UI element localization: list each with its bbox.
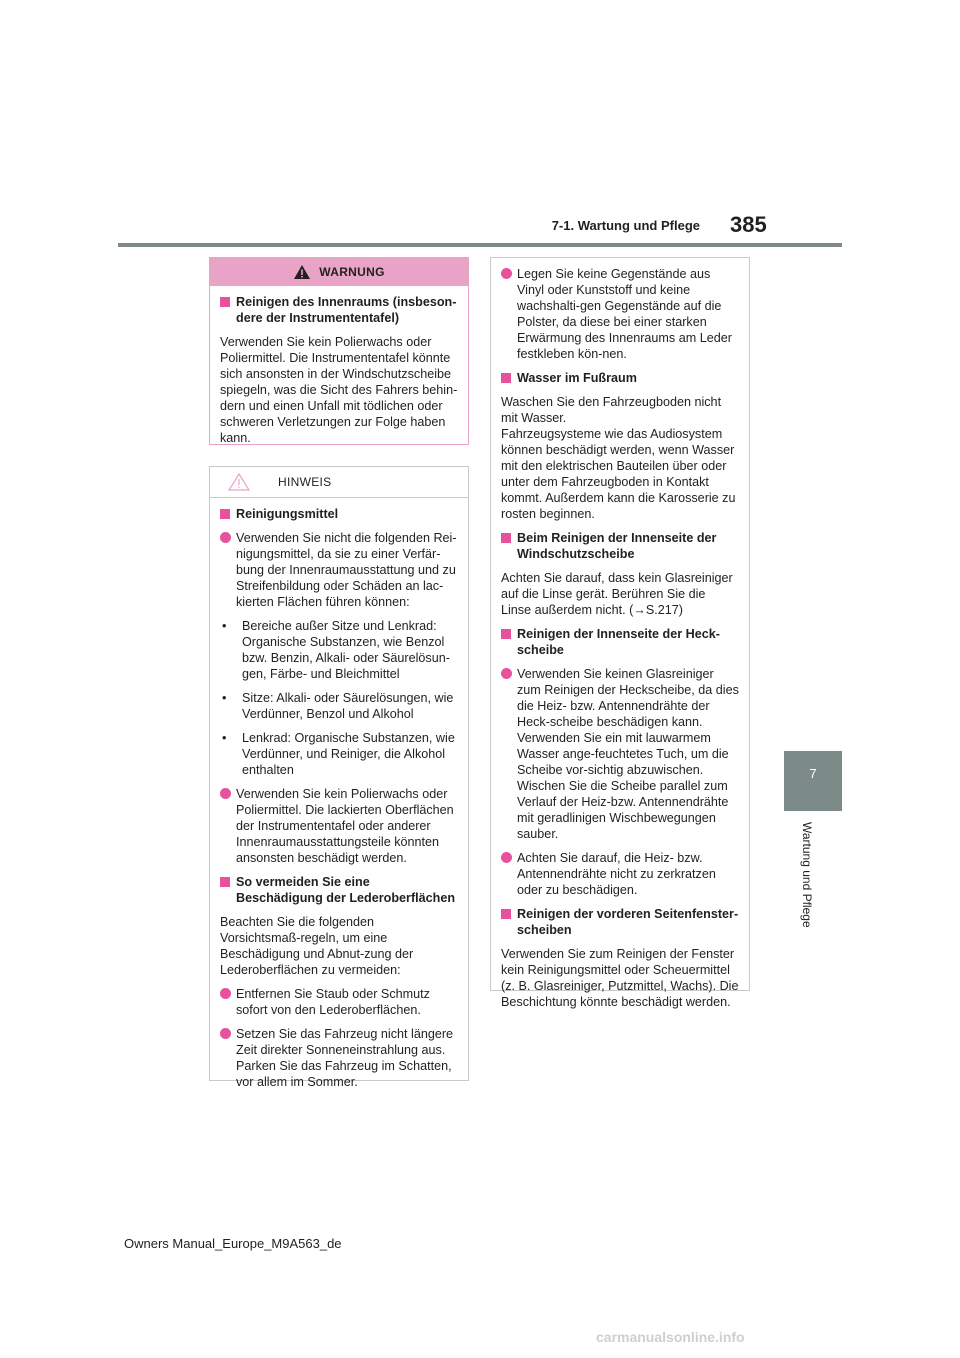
warning-text: Verwenden Sie kein Polierwachs oder Poliermittel. Die Instrumententafel könnte sich ansonsten in der Windschutzscheibe spiegeln, was die Sicht des Fahrers behin-dern und einen Unfall mit tödlichen oder schweren Verletzungen zur Folge haben kann.	[220, 335, 458, 445]
right-heading-3: Reinigen der Innenseite der Heck-scheibe	[501, 626, 739, 658]
notice-heading-1: Reinigungsmittel	[220, 506, 458, 522]
right-heading-1: Wasser im Fußraum	[501, 370, 739, 386]
warning-triangle-icon	[293, 264, 311, 280]
notice-header	[210, 467, 468, 498]
right-text-1b: Fahrzeugsysteme wie das Audiosystem können beschädigt werden, wenn Wasser mit den elektrischen Bauteilen über oder unter dem Fahrzeugboden in Kontakt kommt. Außerdem kann die Karosserie zu rosten beginnen.	[501, 427, 736, 521]
section-title: 7-1. Wartung und Pflege	[551, 218, 700, 233]
warning-box	[209, 257, 469, 445]
header-rule	[118, 243, 842, 247]
notice-title: HINWEIS	[278, 475, 332, 489]
notice-bullet-1: Verwenden Sie nicht die folgenden Rei-nigungsmittel, da sie zu einer Verfär-bung der Innenraumausstattung und zu Streifenbildung oder Schäden an lac-kierten Flächen führen können:	[220, 530, 458, 610]
notice-bullet-3: Entfernen Sie Staub oder Schmutz sofort von den Lederoberflächen.	[220, 986, 458, 1018]
notice-dot-item: • Sitze: Alkali- oder Säurelösungen, wie Verdünner, Benzol und Alkohol	[220, 690, 458, 722]
notice-triangle-icon	[228, 473, 250, 491]
watermark[interactable]: carmanualsonline.info	[596, 1329, 745, 1345]
warning-title: WARNUNG	[319, 265, 385, 279]
warning-heading: Reinigen des Innenraums (insbeson-dere der Instrumententafel)	[220, 294, 458, 326]
right-bullet-3: Achten Sie darauf, die Heiz- bzw. Antennendrähte nicht zu zerkratzen oder zu beschädigen.	[501, 850, 739, 898]
chapter-tab: 7	[784, 751, 842, 811]
page-number: 385	[730, 212, 767, 237]
notice-dot-item: • Lenkrad: Organische Substanzen, wie Verdünner, und Reiniger, die Alkohol enthalten	[220, 730, 458, 778]
right-text-1a: Waschen Sie den Fahrzeugboden nicht mit Wasser.	[501, 395, 722, 425]
notice-box	[209, 466, 469, 1089]
notice-heading-2: So vermeiden Sie eine Beschädigung der Lederoberflächen	[220, 874, 458, 906]
right-bullet-1: Legen Sie keine Gegenstände aus Vinyl oder Kunststoff und keine wachshalti-gen Gegenstände auf die Polster, da diese bei einer starken Erwärmung des Innenraums am Leder festkleben kön-nen.	[501, 266, 739, 362]
right-heading-4: Reinigen der vorderen Seitenfenster-scheiben	[501, 906, 739, 938]
notice-dot-item: • Bereiche außer Sitze und Lenkrad: Organische Substanzen, wie Benzol bzw. Benzin, Alkali- oder Säurelösun-gen, Färbe- und Bleichmittel	[220, 618, 458, 682]
right-text-4: Verwenden Sie zum Reinigen der Fenster kein Reinigungsmittel oder Scheuermittel (z. B. Glasreiniger, Putzmittel, Wachs). Die Beschichtung könnte beschädigt werden.	[501, 947, 739, 1009]
notice-bullet-4: Setzen Sie das Fahrzeug nicht längere Zeit direkter Sonneneinstrahlung aus. Parken Sie das Fahrzeug im Schatten, vor allem im Sommer.	[220, 1026, 458, 1090]
notice-continued-box	[490, 257, 750, 1009]
notice-bullet-2: Verwenden Sie kein Polierwachs oder Poliermittel. Die lackierten Oberflächen der Instrumententafel oder anderer Innenraumausstattungsteile könnten ansonsten beschädigt werden.	[220, 786, 458, 866]
warning-header	[210, 258, 468, 286]
right-heading-2: Beim Reinigen der Innenseite der Windschutzscheibe	[501, 530, 739, 562]
right-text-2: Achten Sie darauf, dass kein Glasreiniger auf die Linse gerät. Berühren Sie die Linse außerdem nicht. (→S.217)	[501, 571, 733, 617]
notice-text-2: Beachten Sie die folgenden Vorsichtsmaß-regeln, um eine Beschädigung und Abnut-zung der Lederoberflächen zu vermeiden:	[220, 915, 414, 977]
footer-doc-id: Owners Manual_Europe_M9A563_de	[124, 1236, 342, 1251]
chapter-label: Wartung und Pflege	[800, 822, 814, 928]
right-bullet-2: Verwenden Sie keinen Glasreiniger zum Reinigen der Heckscheibe, da dies die Heiz- bzw. Antennendrähte der Heck-scheibe beschädigen kann. Verwenden Sie ein mit lauwarmem Wasser ange-feuchtetes Tuch, um die Scheibe vor-sichtig abzuwischen. Wischen Sie die Scheibe parallel zum Verlauf der Heiz-bzw. Antennendrähte mit geradlinigen Wischbewegungen sauber.	[501, 666, 739, 842]
